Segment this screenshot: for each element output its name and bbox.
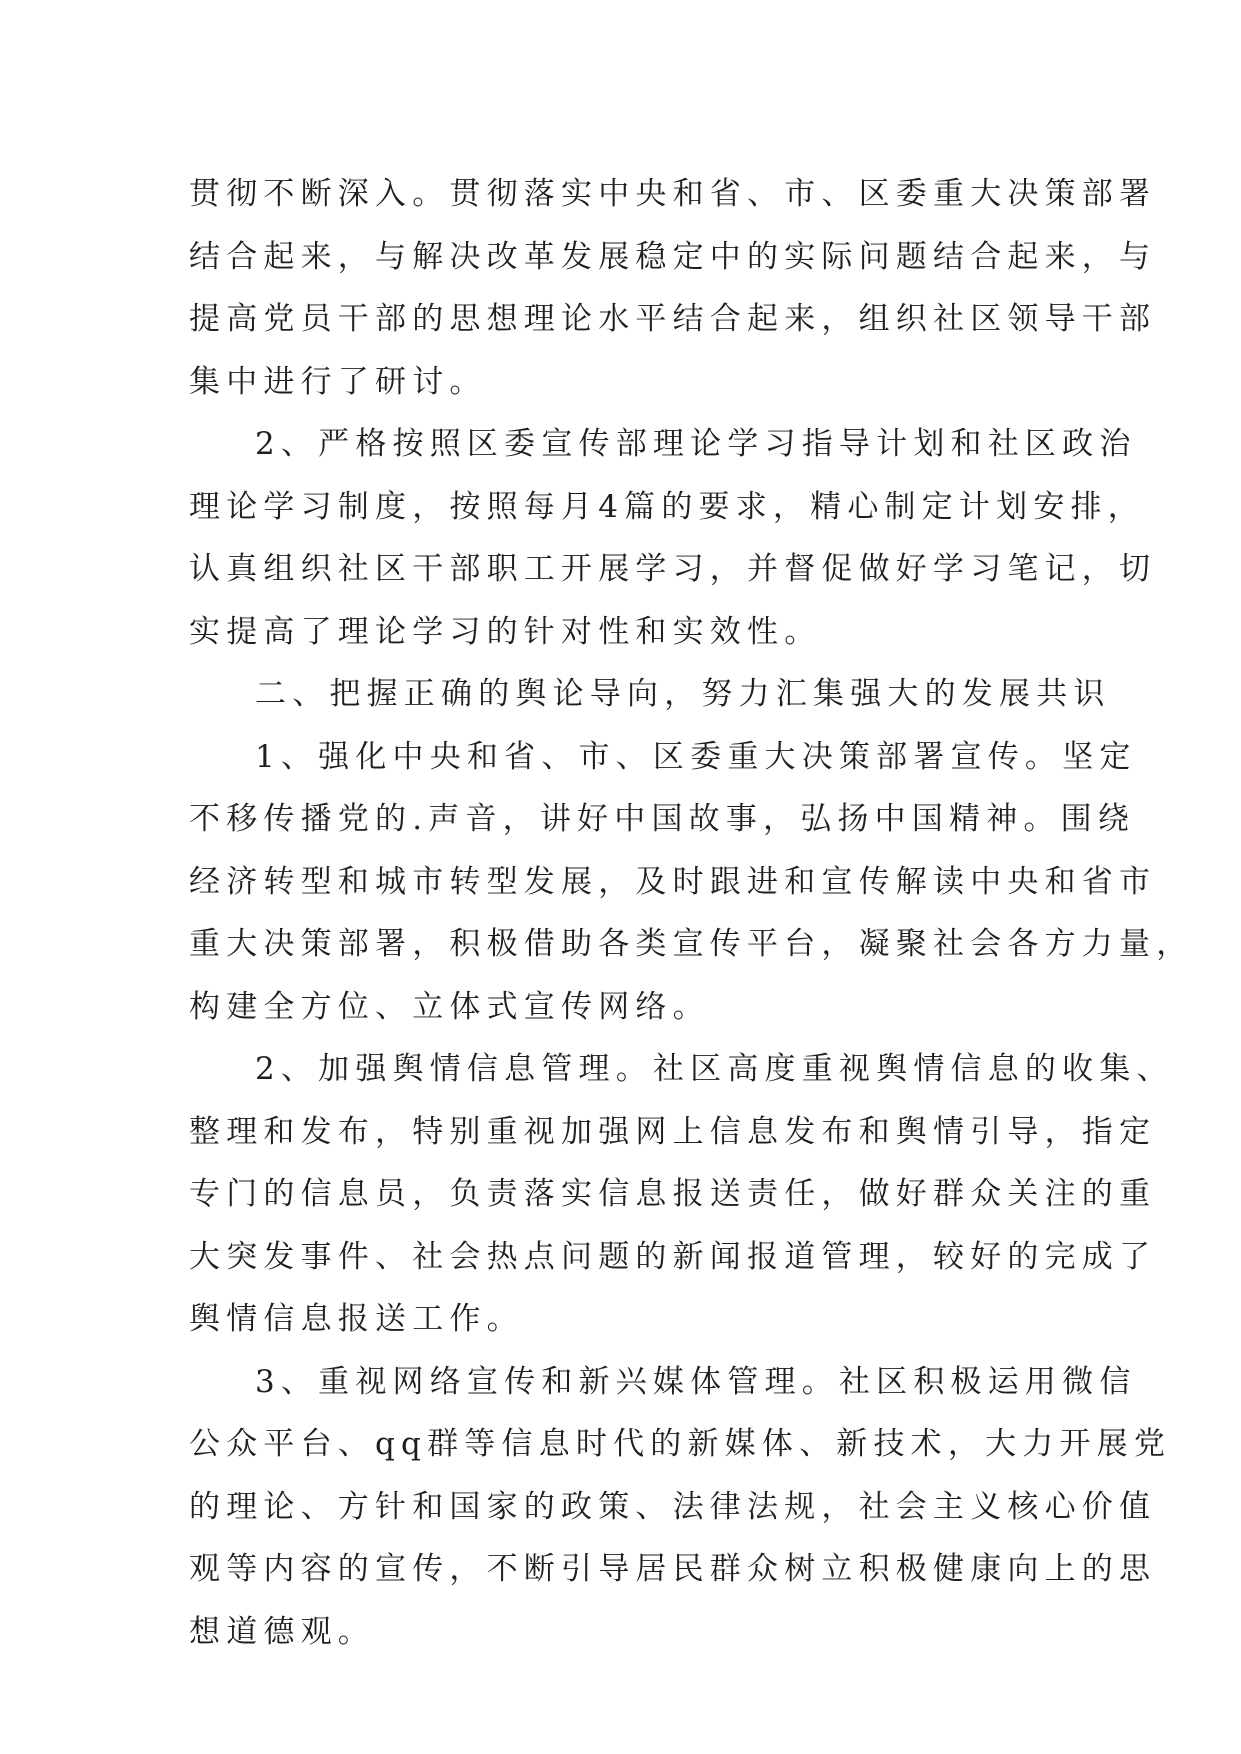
body-line: 提高党员干部的思想理论水平结合起来，组织社区领导干部: [189, 301, 1157, 337]
body-line: 公众平台、qq群等信息时代的新媒体、新技术，大力开展党: [189, 1426, 1172, 1462]
paragraph-start-line: 2、严格按照区委宣传部理论学习指导计划和社区政治: [255, 426, 1137, 462]
body-line: 集中进行了研讨。: [189, 363, 487, 400]
paragraph-start-line: 1、强化中央和省、市、区委重大决策部署宣传。坚定: [255, 738, 1137, 775]
body-line: 专门的信息员，负责落实信息报送责任，做好群众关注的重: [189, 1176, 1157, 1212]
paragraph-start-line: 3、重视网络宣传和新兴媒体管理。社区积极运用微信: [255, 1363, 1137, 1400]
body-line: 观等内容的宣传，不断引导居民群众树立积极健康向上的思: [189, 1551, 1157, 1587]
document-body: [189, 163, 1194, 1663]
paragraph-start-line: 2、加强舆情信息管理。社区高度重视舆情信息的收集、: [255, 1051, 1174, 1087]
body-line: 认真组织社区干部职工开展学习，并督促做好学习笔记，切: [189, 551, 1157, 587]
body-line: 理论学习制度，按照每月4篇的要求，精心制定计划安排，: [189, 488, 1145, 525]
body-line: 贯彻不断深入。贯彻落实中央和省、市、区委重大决策部署: [189, 176, 1157, 212]
body-line: 经济转型和城市转型发展，及时跟进和宣传解读中央和省市: [189, 863, 1157, 900]
body-line: 舆情信息报送工作。: [189, 1301, 524, 1337]
body-line: 重大决策部署，积极借助各类宣传平台，凝聚社会各方力量，: [189, 926, 1194, 962]
body-line: 不移传播党的.声音，讲好中国故事，弘扬中国精神。围绕: [189, 801, 1136, 837]
body-line: 结合起来，与解决改革发展稳定中的实际问题结合起来，与: [189, 238, 1157, 275]
body-line: 实提高了理论学习的针对性和实效性。: [189, 613, 822, 650]
body-line: 整理和发布，特别重视加强网上信息发布和舆情引导，指定: [189, 1113, 1157, 1150]
body-line: 的理论、方针和国家的政策、法律法规，社会主义核心价值: [189, 1488, 1157, 1525]
body-line: 构建全方位、立体式宣传网络。: [189, 988, 710, 1025]
body-line: 大突发事件、社会热点问题的新闻报道管理，较好的完成了: [189, 1238, 1157, 1275]
section-heading: 二、把握正确的舆论导向，努力汇集强大的发展共识: [255, 676, 1111, 712]
body-line: 想道德观。: [189, 1613, 375, 1650]
